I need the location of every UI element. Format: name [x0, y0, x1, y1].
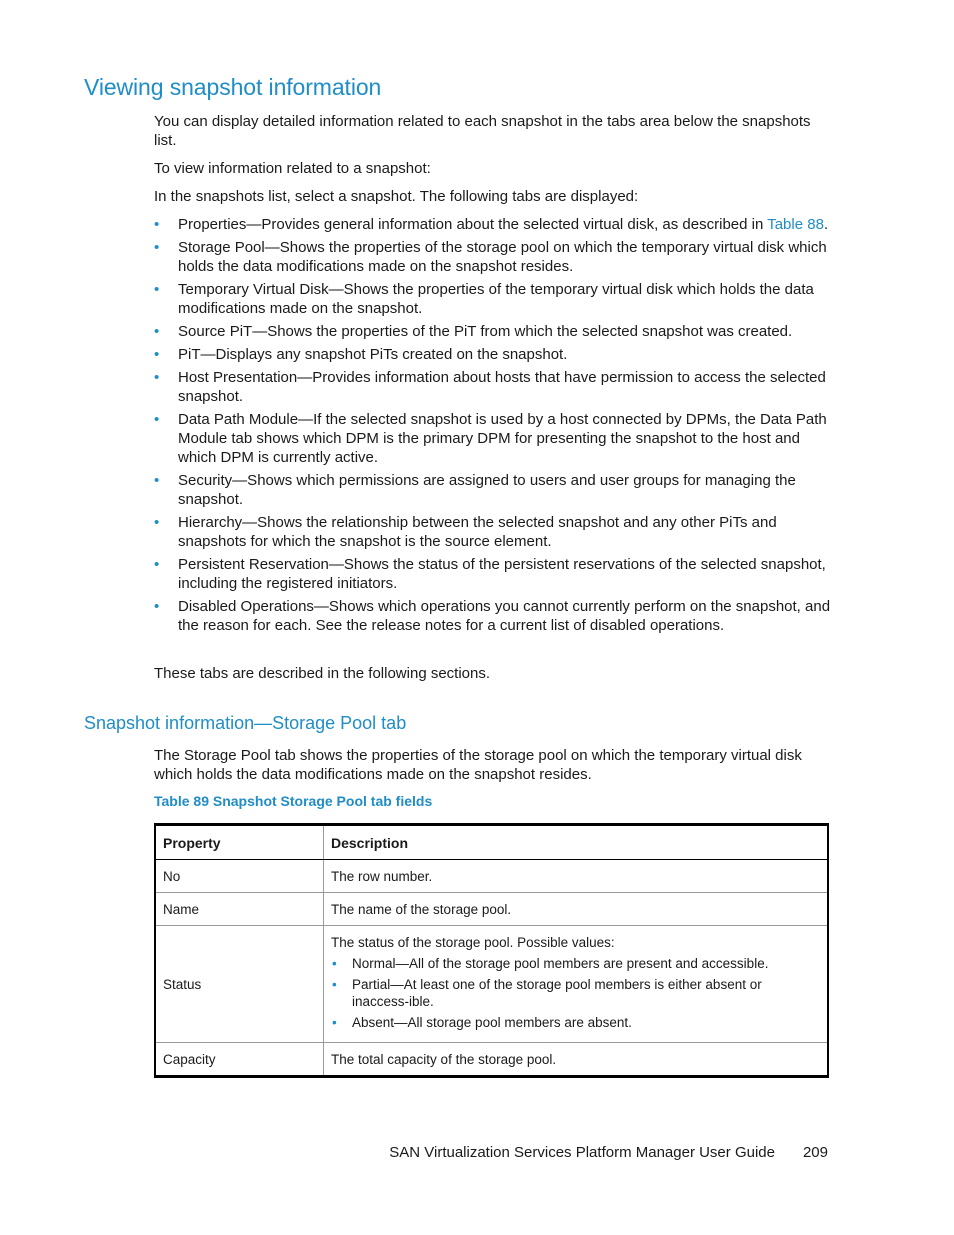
list-item: • PiT—Displays any snapshot PiTs created on the snapshot.: [154, 346, 568, 363]
bullet-icon: •: [154, 346, 160, 363]
description-cell: The name of the storage pool.: [324, 893, 829, 926]
column-header-property: Property: [155, 825, 324, 860]
table-row: [155, 926, 828, 1043]
table-header-row: [155, 825, 828, 860]
property-cell: Capacity: [155, 1043, 324, 1077]
description-cell: The total capacity of the storage pool.: [324, 1043, 829, 1077]
storage-pool-fields-table: [154, 823, 829, 1078]
list-item: • Source PiT—Shows the properties of the PiT from which the selected snapshot was created.: [154, 323, 793, 340]
instruction-paragraph: To view information related to a snapshot:: [154, 160, 431, 177]
tabs-list: [154, 215, 834, 639]
bullet-icon: •: [154, 514, 160, 531]
list-item: • Disabled Operations—Shows which operations you cannot currently perform on the snapshot, and the reason for each. See the release notes for a current list of disabled operations.: [154, 598, 831, 634]
property-cell: Status: [155, 926, 324, 1043]
closing-paragraph: These tabs are described in the following sections.: [154, 665, 491, 682]
status-values-list: [331, 955, 820, 1031]
list-item: • Storage Pool—Shows the properties of the storage pool on which the temporary virtual disk which holds the data modifications made on the snapshot resides.: [154, 239, 827, 275]
bullet-icon: •: [154, 369, 160, 386]
bullet-icon: •: [332, 976, 337, 992]
table-row: [155, 1043, 828, 1077]
column-header-description: Description: [324, 825, 829, 860]
list-item: • Persistent Reservation—Shows the status of the persistent reservations of the selected snapshot, including the registered initiators.: [154, 556, 826, 592]
page-footer: [389, 1144, 828, 1161]
table-88-link[interactable]: Table 88: [767, 216, 824, 233]
bullet-icon: •: [154, 216, 160, 233]
bullet-icon: •: [154, 411, 160, 428]
list-item: • Temporary Virtual Disk—Shows the properties of the temporary virtual disk which holds the data modifications made on the snapshot.: [154, 281, 814, 317]
bullet-icon: •: [332, 955, 337, 971]
section-heading: Snapshot information—Storage Pool tab: [84, 713, 407, 733]
list-item: • Absent—All storage pool members are absent.: [332, 1014, 632, 1030]
list-item: • Normal—All of the storage pool members are present and accessible.: [332, 955, 769, 971]
description-cell: The row number.: [324, 860, 829, 893]
page-heading: Viewing snapshot information: [84, 74, 382, 100]
description-cell: [324, 926, 829, 1043]
intro-paragraph: You can display detailed information related to each snapshot in the tabs area below the snapshots list.: [154, 113, 811, 149]
bullet-icon: •: [332, 1014, 337, 1030]
section-paragraph: The Storage Pool tab shows the properties of the storage pool on which the temporary virtual disk which holds the data modifications made on the snapshot resides.: [154, 747, 802, 783]
bullet-icon: •: [154, 323, 160, 340]
status-intro: The status of the storage pool. Possible values:: [331, 934, 615, 950]
bullet-icon: •: [154, 472, 160, 489]
bullet-icon: •: [154, 556, 160, 573]
property-cell: Name: [155, 893, 324, 926]
list-item: • Security—Shows which permissions are assigned to users and user groups for managing the snapshot.: [154, 472, 796, 508]
list-item: • Hierarchy—Shows the relationship between the selected snapshot and any other PiTs and snapshots for which the snapshot is the source element.: [154, 514, 777, 550]
property-cell: No: [155, 860, 324, 893]
footer-title: SAN Virtualization Services Platform Manager User Guide: [389, 1144, 775, 1161]
page-number: 209: [802, 1144, 828, 1161]
list-item: • Data Path Module—If the selected snapshot is used by a host connected by DPMs, the Data Path Module tab shows which DPM is the primary DPM for presenting the snapshot to the host and which DPM is currently active.: [154, 411, 827, 466]
list-item: • Properties—Provides general information about the selected virtual disk, as described in Table 88.: [154, 216, 829, 233]
table-row: [155, 860, 828, 893]
bullet-icon: •: [154, 598, 160, 615]
list-item: • Partial—At least one of the storage pool members is either absent or inaccess-ible.: [332, 976, 762, 1009]
table-row: [155, 893, 828, 926]
bullet-icon: •: [154, 281, 160, 298]
bullet-icon: •: [154, 239, 160, 256]
list-item: • Host Presentation—Provides information about hosts that have permission to access the selected snapshot.: [154, 369, 826, 405]
step-paragraph: In the snapshots list, select a snapshot. The following tabs are displayed:: [154, 188, 639, 205]
table-caption: Table 89 Snapshot Storage Pool tab fields: [154, 793, 433, 809]
